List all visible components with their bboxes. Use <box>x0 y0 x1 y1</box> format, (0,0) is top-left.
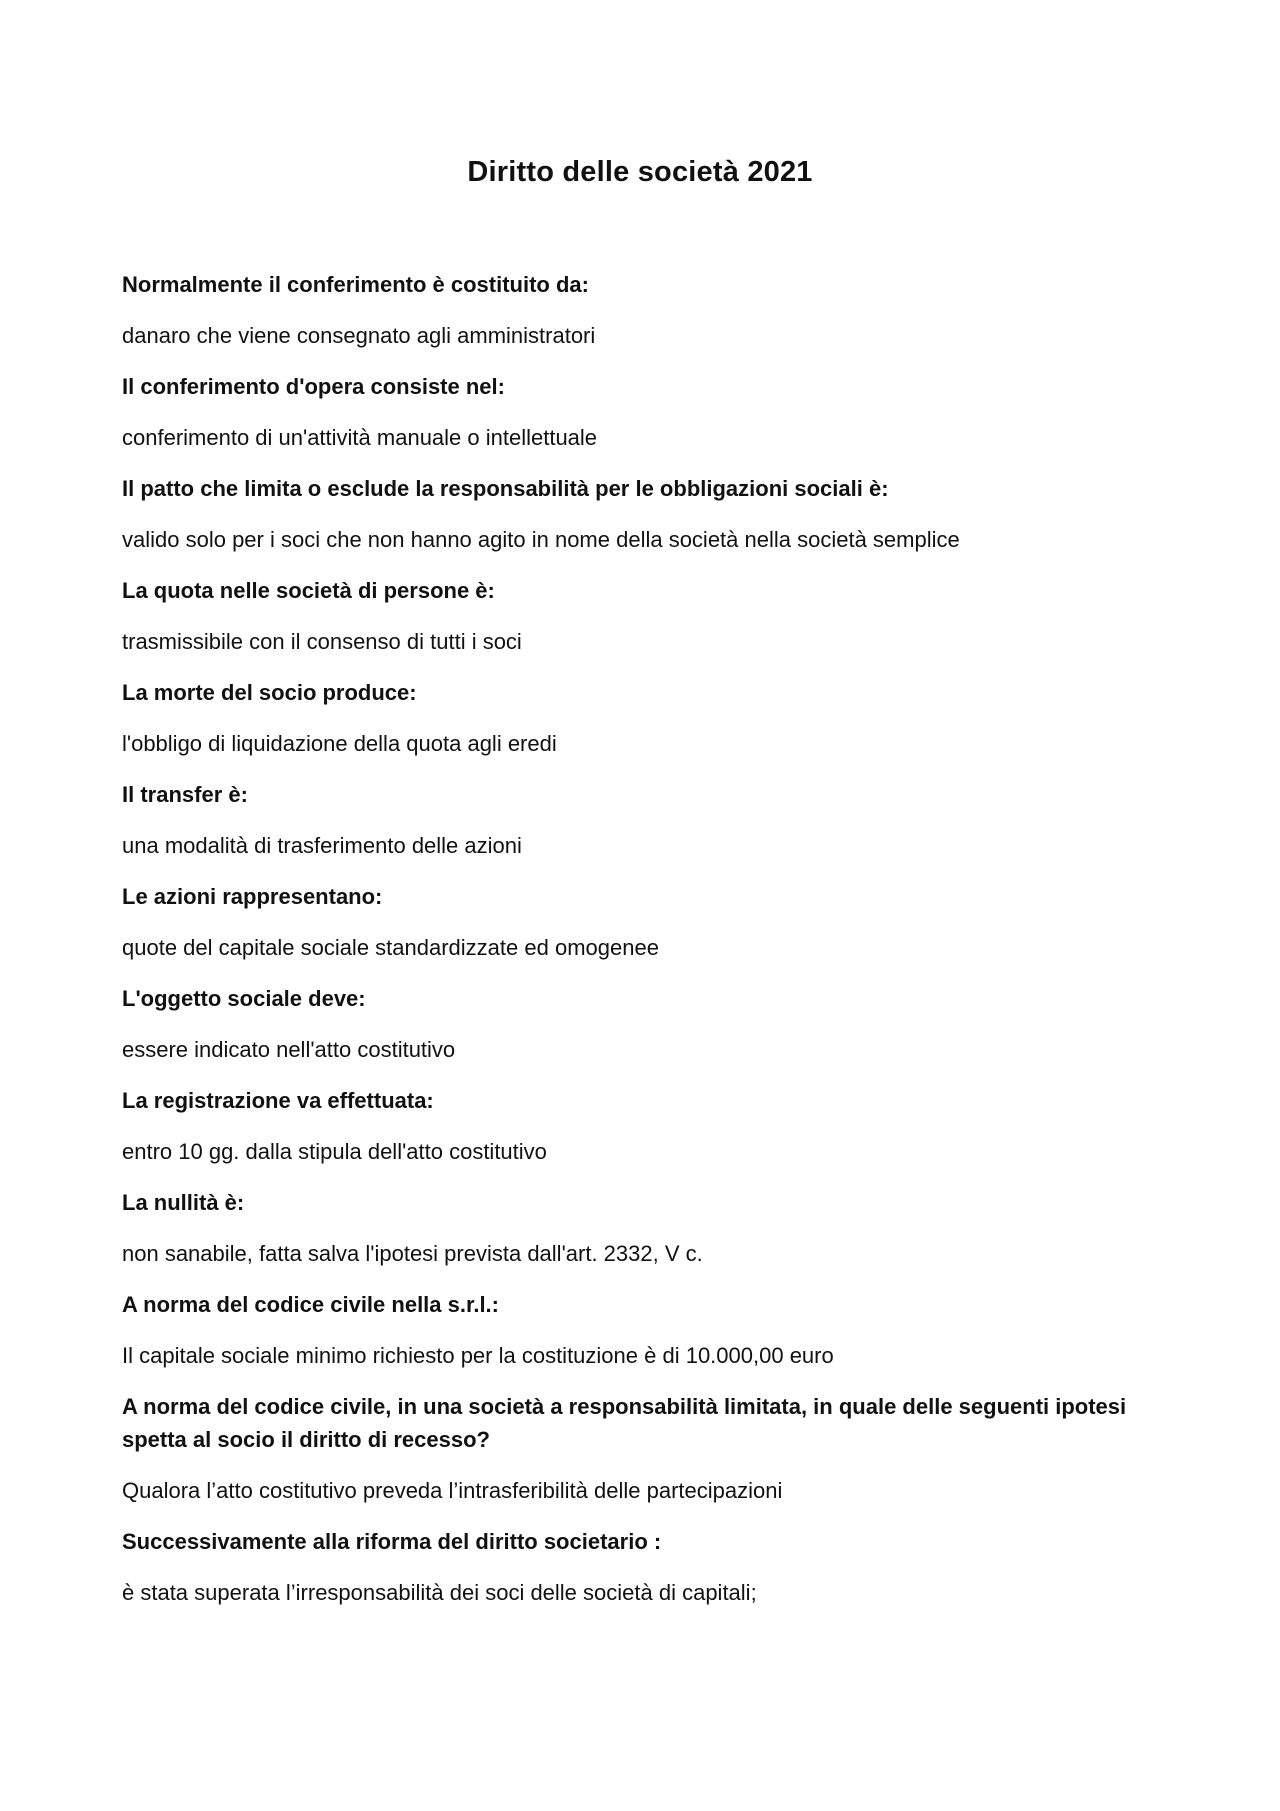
question: A norma del codice civile nella s.r.l.: <box>122 1292 499 1317</box>
qa-item <box>122 1525 1172 1609</box>
question: Normalmente il conferimento è costituito da: <box>122 272 589 297</box>
qa-item <box>122 778 1172 862</box>
answer: entro 10 gg. dalla stipula dell'atto costitutivo <box>122 1139 547 1164</box>
question: La quota nelle società di persone è: <box>122 578 495 603</box>
question: A norma del codice civile, in una società a responsabilità limitata, in quale delle seguenti ipotesi spetta al socio il diritto di recesso? <box>122 1394 1127 1452</box>
qa-item <box>122 268 1172 352</box>
question: La registrazione va effettuata: <box>122 1088 434 1113</box>
answer: una modalità di trasferimento delle azioni <box>122 833 522 858</box>
answer: non sanabile, fatta salva l'ipotesi prevista dall'art. 2332, V c. <box>122 1241 703 1266</box>
answer: Il capitale sociale minimo richiesto per la costituzione è di 10.000,00 euro <box>122 1343 834 1368</box>
question: Il conferimento d'opera consiste nel: <box>122 374 505 399</box>
question: Il transfer è: <box>122 782 248 807</box>
question: La morte del socio produce: <box>122 680 417 705</box>
qa-item <box>122 880 1172 964</box>
qa-item <box>122 1288 1172 1372</box>
answer: essere indicato nell'atto costitutivo <box>122 1037 456 1062</box>
qa-item <box>122 472 1172 556</box>
qa-item <box>122 1390 1172 1507</box>
question: Le azioni rappresentano: <box>122 884 383 909</box>
question: Successivamente alla riforma del diritto societario : <box>122 1529 662 1554</box>
answer: quote del capitale sociale standardizzate ed omogenee <box>122 935 659 960</box>
question: L'oggetto sociale deve: <box>122 986 366 1011</box>
answer: conferimento di un'attività manuale o intellettuale <box>122 425 598 450</box>
answer: è stata superata l’irresponsabilità dei soci delle società di capitali; <box>122 1580 757 1605</box>
answer: valido solo per i soci che non hanno agito in nome della società nella società semplice <box>122 527 960 552</box>
question: La nullità è: <box>122 1190 245 1215</box>
qa-item <box>122 676 1172 760</box>
qa-item <box>122 370 1172 454</box>
qa-list <box>122 268 1172 1627</box>
qa-item <box>122 1186 1172 1270</box>
answer: l'obbligo di liquidazione della quota agli eredi <box>122 731 557 756</box>
answer: Qualora l’atto costitutivo preveda l’intrasferibilità delle partecipazioni <box>122 1478 783 1503</box>
document-title: Diritto delle società 2021 <box>467 156 813 188</box>
qa-item <box>122 982 1172 1066</box>
qa-item <box>122 1084 1172 1168</box>
qa-item <box>122 574 1172 658</box>
answer: danaro che viene consegnato agli amministratori <box>122 323 596 348</box>
question: Il patto che limita o esclude la responsabilità per le obbligazioni sociali è: <box>122 476 889 501</box>
answer: trasmissibile con il consenso di tutti i soci <box>122 629 522 654</box>
